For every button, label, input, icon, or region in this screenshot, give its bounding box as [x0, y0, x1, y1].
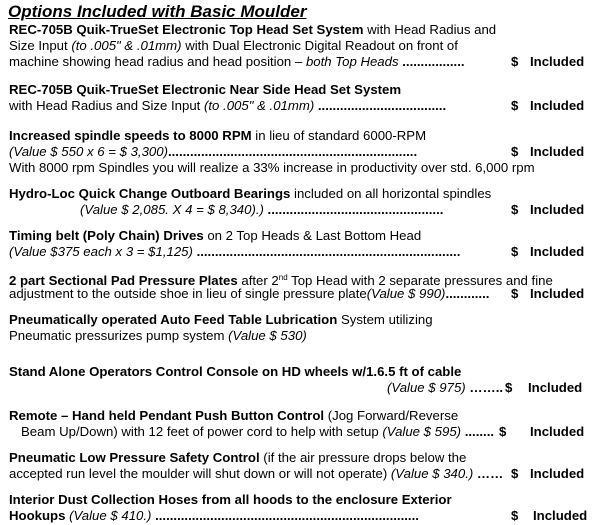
price-dollar: $ [511, 244, 519, 259]
option-text: with Head Radius and Size Input [9, 98, 204, 113]
options-list [9, 22, 604, 524]
option-line [9, 286, 604, 302]
option-line [9, 244, 604, 260]
option-name: 2 part Sectional Pad Pressure Plates [9, 273, 238, 288]
price-included: Included [530, 424, 585, 439]
option-line [9, 328, 604, 344]
option-line [9, 380, 604, 396]
option-note: (Value $ 410.) [65, 508, 152, 523]
option-line [9, 98, 604, 114]
option-sup: nd [278, 273, 288, 282]
dot-leader: ................................... [314, 98, 447, 113]
price-dollar: $ [505, 380, 513, 395]
option-line [9, 186, 604, 202]
price-dollar: $ [511, 286, 519, 301]
option-text: included on all horizontal spindles [290, 186, 492, 201]
price-included: Included [530, 244, 585, 259]
option-text: Beam Up/Down) with 12 feet of power cord to help with setup [21, 424, 383, 439]
option-text: Top Head with 2 separate pressures and fine [287, 273, 553, 288]
option-line [9, 312, 604, 328]
option-note: (to .005" & .01mm) [71, 38, 182, 53]
price-dollar: $ [511, 144, 519, 159]
option-line [9, 424, 604, 440]
dot-leader: ................................................ [263, 202, 444, 217]
price-dollar: $ [499, 424, 507, 439]
price-included: Included [533, 508, 588, 523]
option-line [9, 508, 604, 524]
option-line [9, 364, 604, 380]
option-line [9, 228, 604, 244]
option-line [9, 160, 604, 176]
option-text: in lieu of standard 6000-RPM [251, 128, 427, 143]
dot-leader: ............ [445, 286, 490, 301]
option-text: with Dual Electronic Digital Readout on front of [181, 38, 458, 53]
option-text: (Jog Forward/Reverse [324, 408, 459, 423]
price-included: Included [530, 54, 585, 69]
option-name: Remote – Hand held Pendant Push Button Control [9, 408, 325, 423]
price-included: Included [530, 286, 585, 301]
dot-leader: …….. [465, 380, 504, 395]
option-name: Pneumatic Low Pressure Safety Control [9, 450, 260, 465]
option-line [9, 492, 604, 508]
price-included: Included [530, 98, 585, 113]
option-name: Stand Alone Operators Control Console on HD wheels w/1.6.5 ft of cable [9, 364, 462, 379]
dot-leader: ........ [461, 424, 495, 439]
option-text: With 8000 rpm Spindles you will realize a 33% increase in productivity over std. 6,000 rpm [9, 160, 535, 175]
option-note: (Value $ 975) [387, 380, 466, 395]
price-included: Included [530, 144, 585, 159]
price-dollar: $ [511, 466, 519, 481]
price-included: Included [530, 466, 585, 481]
option-name: Increased spindle speeds to 8000 RPM [9, 128, 252, 143]
option-line [9, 82, 604, 98]
option-text: System utilizing [337, 312, 433, 327]
option-note: (Value $ 2,085. X 4 = $ 8,340).) [80, 202, 264, 217]
option-name: Hookups [9, 508, 66, 523]
option-note: (Value $ 595) [382, 424, 462, 439]
option-name: REC-705B Quik-TrueSet Electronic Top Head Set System [9, 22, 364, 37]
price-dollar: $ [511, 98, 519, 113]
option-name: Pneumatically operated Auto Feed Table Lubrication [9, 312, 338, 327]
dot-leader: ........................................................................ [192, 244, 461, 259]
option-note: (Value $ 550 x 6 = $ 3,300) [9, 144, 168, 159]
option-text: with Head Radius and [363, 22, 497, 37]
option-note: (Value $375 each x 3 = $1,125) [9, 244, 193, 259]
dot-leader: ................. [398, 54, 465, 69]
option-line [9, 54, 604, 70]
page-title: Options Included with Basic Moulder [8, 2, 307, 21]
option-text: Pneumatic pressurizes pump system [9, 328, 229, 343]
option-text: on 2 Top Heads & Last Bottom Head [203, 228, 422, 243]
option-line [9, 408, 604, 424]
dot-leader: …… [473, 466, 504, 481]
option-name: Hydro-Loc Quick Change Outboard Bearings [9, 186, 291, 201]
option-name: Timing belt (Poly Chain) Drives [9, 228, 204, 243]
price-dollar: $ [511, 202, 519, 217]
option-note: (Value $ 530) [228, 328, 307, 343]
option-text: adjustment to the outside shoe in lieu of single pressure plate [9, 286, 367, 301]
option-line [9, 38, 604, 54]
option-text: machine showing head radius and head position – [9, 54, 306, 69]
option-line [9, 270, 604, 286]
option-text: after 2 [237, 273, 279, 288]
option-line [9, 22, 604, 38]
option-line [9, 466, 604, 482]
option-text: accepted run level the moulder will shut down or will not operate) [9, 466, 391, 481]
option-note: (to .005" & .01mm) [204, 98, 315, 113]
option-text: Size Input [9, 38, 72, 53]
option-note: (Value $ 340.) [390, 466, 474, 481]
option-line [9, 144, 604, 160]
option-line [9, 450, 604, 466]
dot-leader: .................................................................... [167, 144, 418, 159]
price-included: Included [528, 380, 583, 395]
price-dollar: $ [511, 54, 519, 69]
price-dollar: $ [511, 508, 519, 523]
option-name: Interior Dust Collection Hoses from all hoods to the enclosure Exterior [9, 492, 452, 507]
dot-leader: ........................................................................ [151, 508, 419, 523]
price-included: Included [530, 202, 585, 217]
option-note: (Value $ 990) [366, 286, 446, 301]
option-note: both Top Heads [305, 54, 399, 69]
option-name: REC-705B Quik-TrueSet Electronic Near Side Head Set System [9, 82, 402, 97]
option-line [9, 128, 604, 144]
option-text: (if the air pressure drops below the [259, 450, 467, 465]
option-line [9, 202, 604, 218]
